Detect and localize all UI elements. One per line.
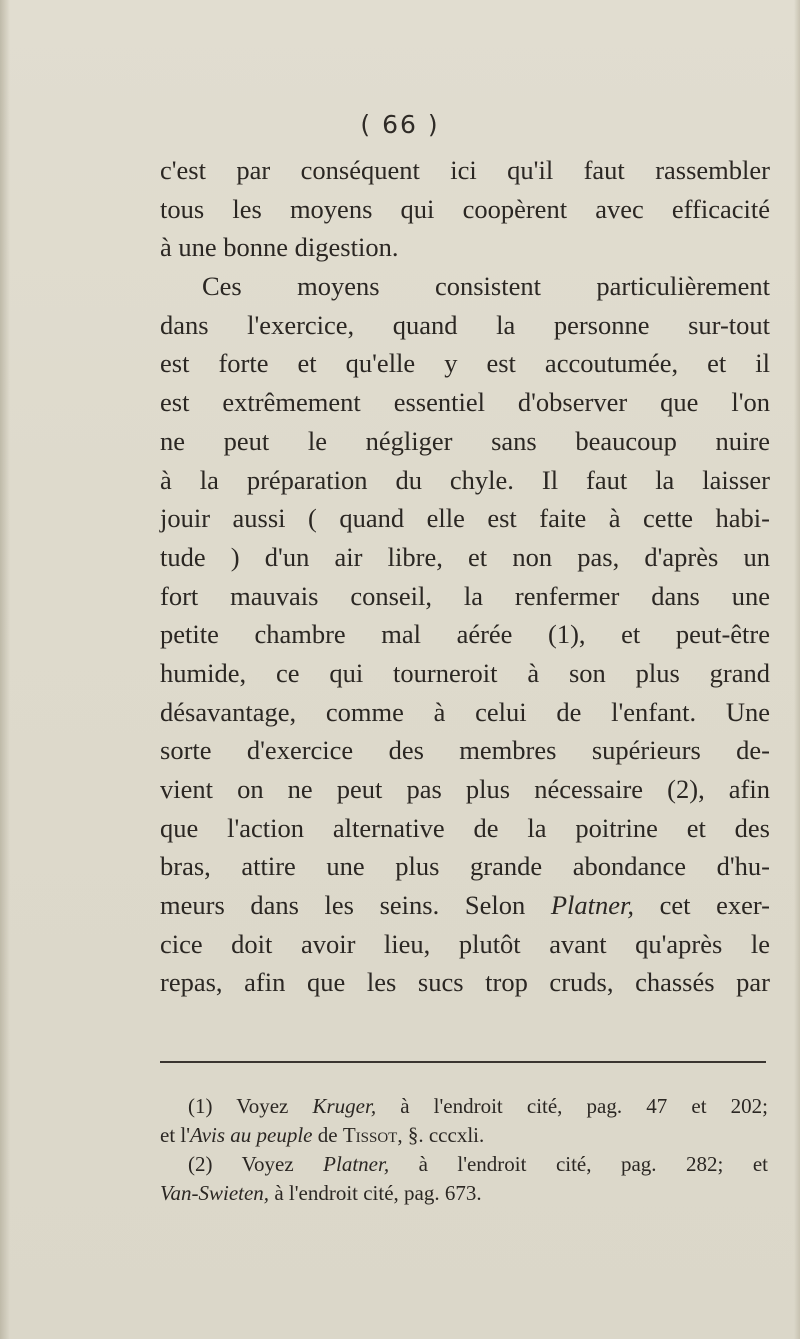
text-line: à une bonne digestion. [160,232,399,263]
main-text [160,151,770,1002]
text-line: à la préparation du chyle. Il faut la laisser [160,464,770,495]
footnote-1-line-2 [160,1121,768,1150]
text-line: fort mauvais conseil, la renfermer dans une [160,580,770,611]
text-fragment: à l'endroit cité, pag. 673. [269,1181,482,1205]
text-fragment: cet exer- [634,890,770,921]
text-line: petite chambre mal aérée (1), et peut-être [160,619,770,650]
text-line: jouir aussi ( quand elle est faite à cette habi- [160,503,770,534]
author-name: Kruger, [312,1094,377,1118]
text-line: humide, ce qui tourneroit à son plus grand [160,657,770,688]
footnote-2-line-1 [160,1150,768,1179]
text-line: désavantage, comme à celui de l'enfant. Une [160,696,770,727]
text-line: ne peut le négliger sans beaucoup nuire [160,425,770,456]
text-line: tous les moyens qui coopèrent avec efficacité [160,193,770,224]
text-fragment: Voyez [212,1152,324,1176]
text-line: est forte et qu'elle y est accoutumée, et il [160,348,770,379]
author-name-platner: Platner, [550,890,634,921]
text-line: tude ) d'un air libre, et non pas, d'après un [160,541,770,572]
work-title: Avis au peuple [190,1123,313,1147]
footnote-separator-rule [160,1061,766,1063]
text-line [160,886,770,925]
footnote-marker: (2) [188,1152,213,1176]
text-line: cice doit avoir lieu, plutôt avant qu'après le [160,928,770,959]
author-name: Platner, [323,1152,390,1176]
text-line: dans l'exercice, quand la personne sur-tout [160,309,770,340]
text-fragment: de [312,1123,343,1147]
text-fragment: à l'endroit cité, pag. 47 et 202; [376,1094,768,1118]
footnote-marker: (1) [188,1094,213,1118]
text-line: vient on ne peut pas plus nécessaire (2), afin [160,774,770,804]
page-edge-shadow-right [794,0,800,1339]
text-line: c'est par conséquent ici qu'il faut rassembler [160,155,770,185]
page-edge-shadow-left [0,0,10,1339]
text-line: est extrêmement essentiel d'observer que l'on [160,387,770,418]
text-line: sorte d'exercice des membres supérieurs de- [160,735,770,766]
footnote-1-line-1 [160,1092,768,1121]
author-name: Tissot [342,1123,398,1147]
text-line: que l'action alternative de la poitrine et des [160,812,770,843]
text-fragment: Voyez [212,1094,313,1118]
author-name: Van-Swieten, [160,1181,270,1205]
text-fragment: et l' [160,1123,191,1147]
text-fragment: à l'endroit cité, pag. 282; et [389,1152,768,1176]
text-line: bras, attire une plus grande abondance d'hu- [160,851,770,882]
text-line: repas, afin que les sucs trop cruds, chassés par [160,967,770,998]
text-fragment: , §. cccxli. [397,1123,485,1147]
text-line: Ces moyens consistent particulièrement [202,271,770,302]
text-fragment: meurs dans les seins. Selon [160,890,551,921]
footnotes [160,1092,768,1208]
footnote-2-line-2 [160,1179,768,1208]
page-number: ( 66 ) [360,110,440,139]
